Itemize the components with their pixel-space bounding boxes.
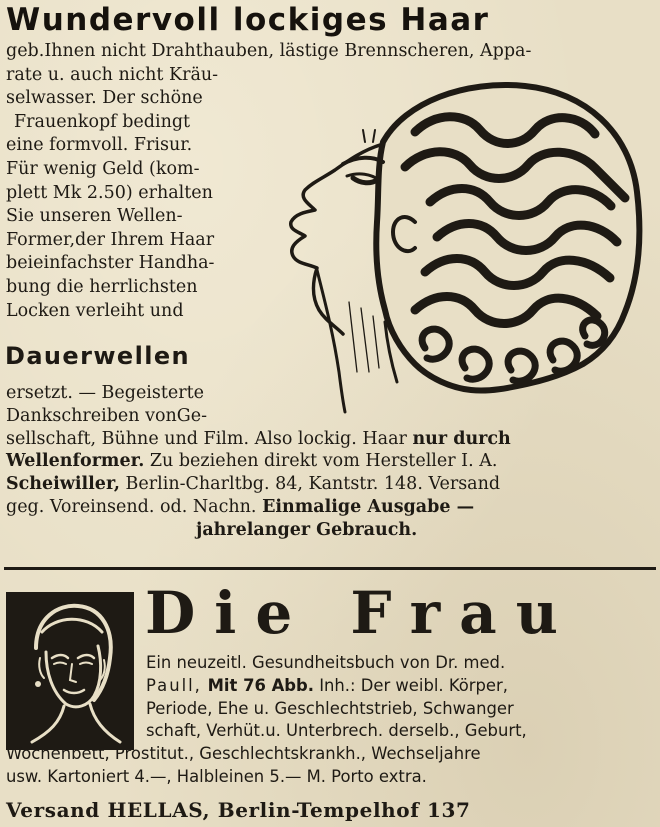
book-line-bold: Mit 76 Abb. — [201, 675, 314, 695]
ad-line-text: geg. Voreinsend. od. Nachn. — [6, 496, 263, 517]
ad-line — [6, 450, 656, 473]
ad-line-text: Berlin-Charltbg. 84, Kantstr. 148. Versand — [119, 474, 501, 495]
ad-line: Former,der Ihrem Haar — [6, 229, 215, 250]
ad-line — [6, 496, 656, 519]
ad-line: Frauenkopf bedingt — [14, 111, 191, 132]
book-line: Periode, Ehe u. Geschlechtstrieb, Schwanger — [146, 698, 514, 718]
ad-line: Für wenig Geld (kom- — [6, 158, 200, 179]
ad-line: selwasser. Der schöne — [6, 88, 203, 109]
ad-line-bold: Einmalige Ausgabe — — [262, 496, 475, 517]
ad-line: Locken verleiht und — [6, 300, 184, 321]
woman-profile-illustration — [265, 72, 650, 417]
ad-line: bung die herrlichsten — [6, 276, 198, 297]
ad-line-bold: Scheiwiller, — [6, 474, 120, 495]
ad-line-text: sellschaft, Bühne und Film. Also lockig. Haar — [6, 428, 413, 449]
section-divider — [4, 567, 656, 570]
book-description-wide — [6, 743, 656, 789]
ad-line-bold: Wellenformer. — [6, 451, 145, 472]
book-line — [146, 675, 656, 698]
ad-line: rate u. auch nicht Kräu- — [6, 64, 219, 85]
book-description — [146, 652, 656, 743]
publisher-address: Versand HELLAS, Berlin-Tempelhof 137 — [6, 798, 471, 822]
book-line: Wochenbett, Prostitut., Geschlechtskrankh., Wechseljahre — [6, 744, 481, 763]
author-name: Paull, — [146, 675, 202, 695]
book-line: Ein neuzeitl. Gesundheitsbuch von Dr. med. — [146, 653, 506, 672]
book-line-text: Inh.: Der weibl. Körper, — [313, 675, 508, 695]
ad-line — [6, 473, 656, 496]
ad-line: eine formvoll. Frisur. — [6, 135, 193, 156]
ad-line — [6, 428, 656, 451]
woman-portrait-illustration — [6, 592, 134, 750]
book-line: schaft, Verhüt.u. Unterbrech. derselb., Geburt, — [146, 721, 527, 741]
ad-subheadline: Dauerwellen — [5, 342, 190, 370]
book-title: Die Frau — [145, 579, 577, 647]
ad-headline: Wundervoll lockiges Haar — [6, 2, 490, 38]
ad-line-text: Zu beziehen direkt vom Hersteller I. A. — [144, 451, 498, 472]
ad-line: jahrelanger Gebrauch. — [196, 519, 418, 540]
ad-line: beieinfachster Handha- — [6, 253, 215, 274]
ad-body-text-narrow — [6, 40, 532, 323]
ad-line-bold: nur durch — [412, 428, 511, 449]
ad-line: Sie unseren Wellen- — [6, 206, 183, 227]
book-line: usw. Kartoniert 4.—, Halbleinen 5.— M. Porto extra. — [6, 766, 427, 786]
woman-portrait-icon — [6, 592, 134, 750]
ad-line: geb.Ihnen nicht Drahthauben, lästige Brennscheren, Appa- — [6, 41, 532, 61]
ad-line: Dankschreiben vonGe- — [6, 405, 208, 426]
ad-line: plett Mk 2.50) erhalten — [6, 182, 213, 203]
ad-line: ersetzt. — Begeisterte — [6, 383, 205, 403]
